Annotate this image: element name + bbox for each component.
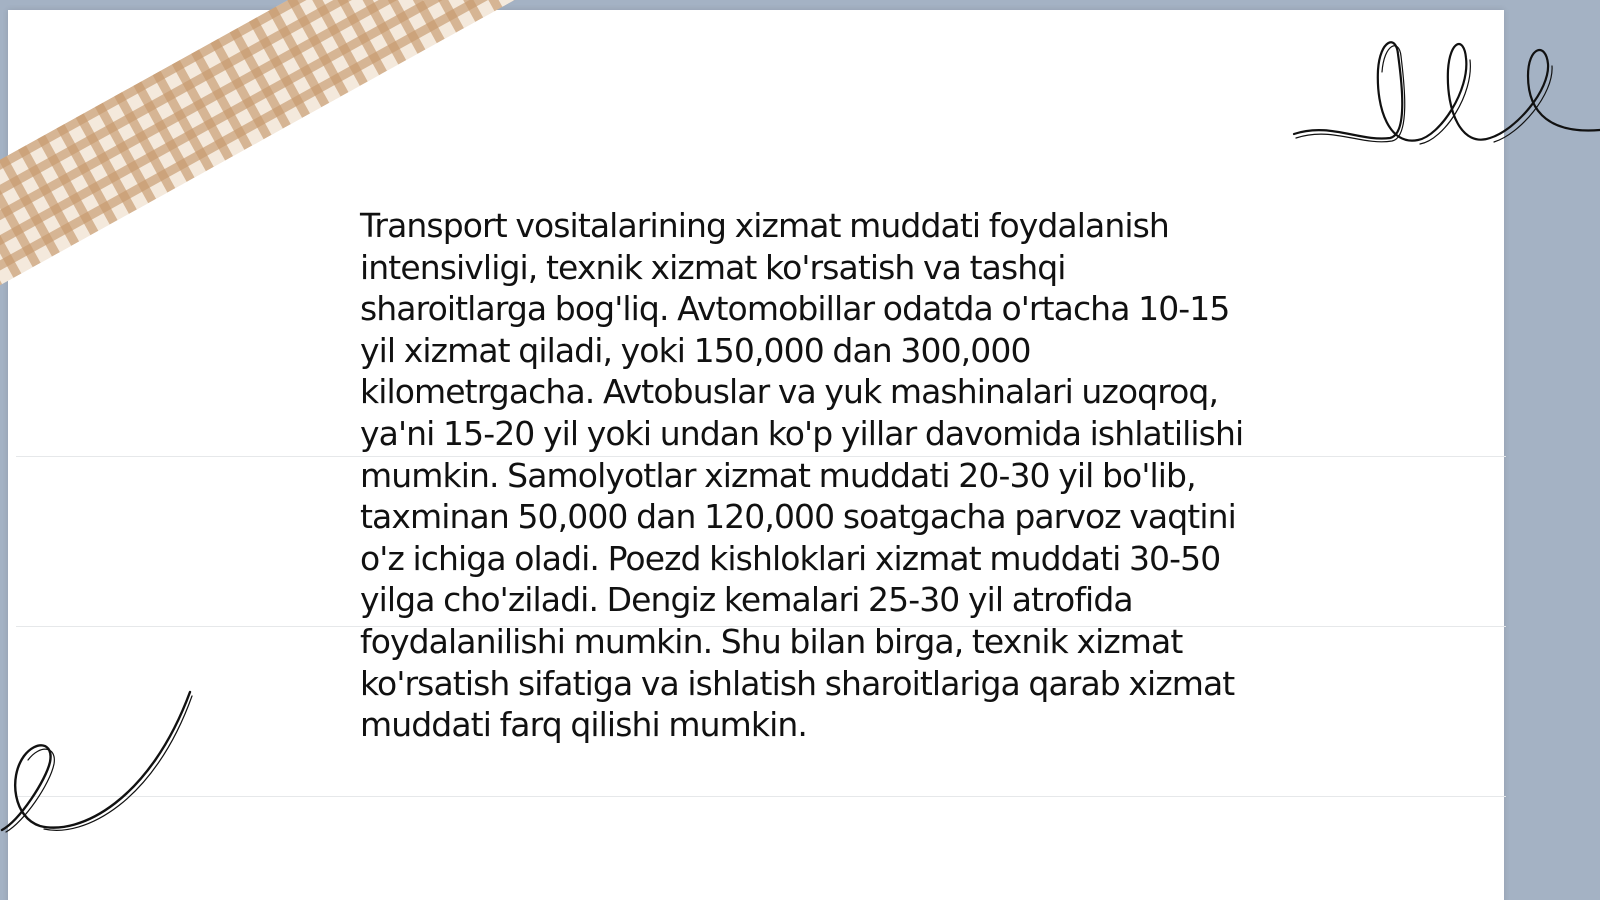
loop-swoosh-icon: [0, 690, 200, 850]
paper-rule-line: [16, 796, 1506, 797]
body-paragraph: Transport vositalarining xizmat muddati foydalanish intensivligi, texnik xizmat ko'rsatish va tashqi sharoitlarga bog'liq. Avtomobillar odatda o'rtacha 10-15 yil xizmat qiladi, yoki 150,000 dan 300,000 kilometrgacha. Avtobuslar va yuk mashinalari uzoqroq, ya'ni 15-20 yil yoki undan ko'p yillar davomida ishlatilishi mumkin. Samolyotlar xizmat muddati 20-30 yil bo'lib, taxminan 50,000 dan 120,000 soatgacha parvoz vaqtini o'z ichiga oladi. Poezd kishloklari xizmat muddati 30-50 yilga cho'ziladi. Dengiz kemalari 25-30 yil atrofida foydalanilishi mumkin. Shu bilan birga, texnik xizmat ko'rsatish sifatiga va ishlatish sharoitlariga qarab xizmat muddati farq qilishi mumkin.: [360, 206, 1244, 745]
loop-scribble-icon: [1290, 30, 1600, 170]
